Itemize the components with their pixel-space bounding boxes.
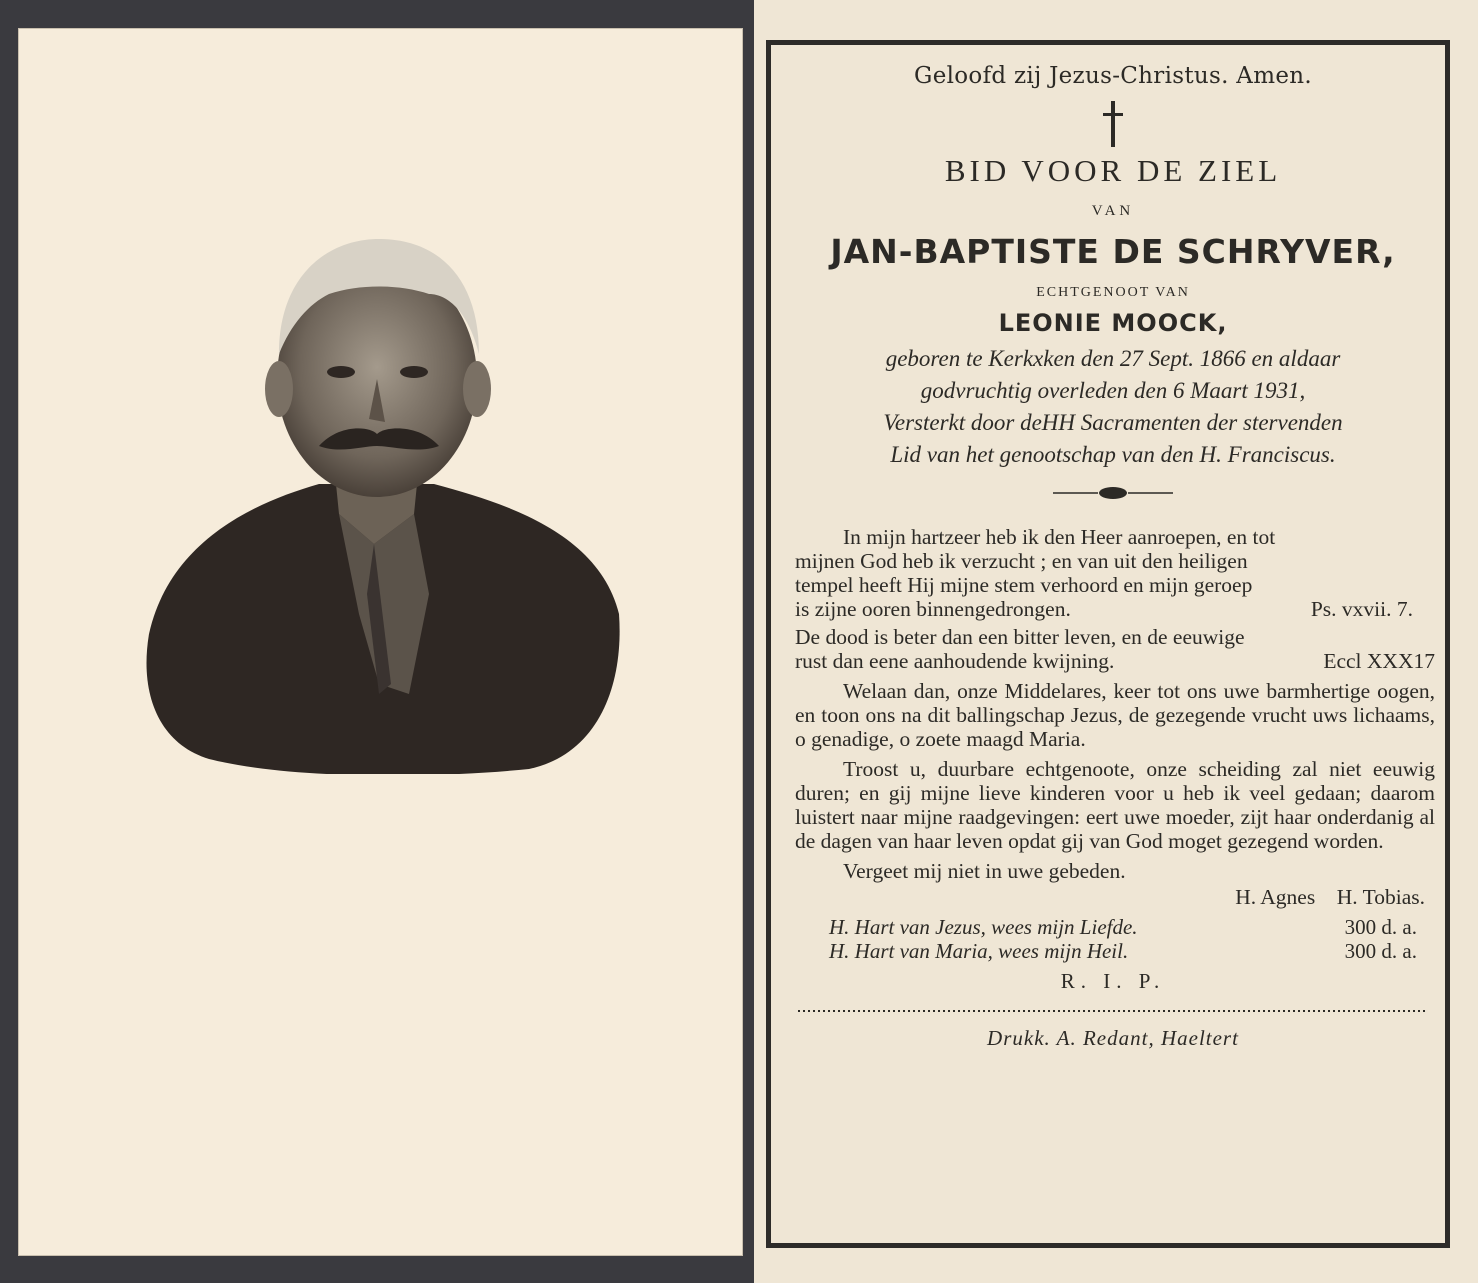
indulgence-row bbox=[829, 915, 1417, 939]
spouse-label: ECHTGENOOT VAN bbox=[1036, 285, 1190, 300]
life-details bbox=[789, 343, 1437, 471]
patron-saints: H. Agnes H. Tobias. bbox=[1235, 885, 1425, 909]
indulgence-row bbox=[829, 939, 1417, 963]
card-front-paper bbox=[18, 28, 743, 1256]
psalm-line-last bbox=[795, 597, 1435, 621]
psalm-reference: Ps. vxvii. 7. bbox=[1310, 597, 1413, 621]
spouse-name: LEONIE MOOCK, bbox=[998, 309, 1228, 337]
psalm-line: In mijn hartzeer heb ik den Heer aanroepen, en tot bbox=[843, 525, 1276, 549]
eccl-paragraph bbox=[795, 625, 1435, 673]
cross-icon bbox=[1093, 99, 1133, 149]
society-line: Lid van het genootschap van den H. Franciscus. bbox=[890, 442, 1336, 467]
indulgence-days: 300 d. a. bbox=[1344, 939, 1417, 963]
card-back-text bbox=[789, 55, 1437, 1051]
prayer-text bbox=[789, 525, 1437, 909]
death-line: godvruchtig overleden den 6 Maart 1931, bbox=[920, 378, 1306, 403]
dotted-divider bbox=[798, 1008, 1428, 1014]
indulgences bbox=[789, 915, 1437, 963]
psalm-line: tempel heeft Hij mijne stem verhoord en mijn geroep bbox=[795, 573, 1253, 597]
eccl-line-last bbox=[795, 649, 1435, 673]
indulgence-days: 300 d. a. bbox=[1344, 915, 1417, 939]
indulgence-text: H. Hart van Jezus, wees mijn Liefde. bbox=[829, 915, 1138, 939]
card-back-border bbox=[766, 40, 1450, 1248]
mediatrix-paragraph: Welaan dan, onze Middelares, keer tot ons uwe barmhertige oogen, en toon ons na dit ballingschap Jezus, de gezegende vrucht uws lichaams, o genadige, o zoete maagd Maria. bbox=[795, 679, 1435, 751]
psalm-paragraph bbox=[795, 525, 1435, 621]
title-van: VAN bbox=[1091, 203, 1135, 219]
eccl-reference: Eccl XXX17 bbox=[1323, 649, 1435, 673]
deceased-name: JAN-BAPTISTE DE SCHRYVER, bbox=[830, 232, 1396, 271]
title-bid: BID VOOR DE ZIEL bbox=[944, 153, 1282, 188]
sacraments-line: Versterkt door deHH Sacramenten der stervenden bbox=[883, 410, 1343, 435]
header-line: Geloofd zij Jezus-Christus. Amen. bbox=[914, 63, 1312, 89]
card-back bbox=[754, 0, 1478, 1283]
psalm-line: is zijne ooren binnengedrongen. bbox=[795, 597, 1071, 621]
farewell-paragraph: Troost u, duurbare echtgenoote, onze scheiding zal niet eeuwig duren; en gij mijne lieve kinderen voor u heb ik veel gedaan; daarom luistert naar mijne raadgevingen: eert uwe moeder, zijt haar onderdanig al de dagen van haar leven opdat gij van God moget gezegend worden. bbox=[795, 757, 1435, 853]
birth-line: geboren te Kerkxken den 27 Sept. 1866 en aldaar bbox=[885, 346, 1341, 371]
psalm-line: mijnen God heb ik verzucht ; en van uit den heiligen bbox=[795, 549, 1248, 573]
indulgence-text: H. Hart van Maria, wees mijn Heil. bbox=[829, 939, 1129, 963]
portrait-photo bbox=[129, 214, 624, 774]
rip: R. I. P. bbox=[1060, 969, 1166, 993]
eccl-line: rust dan eene aanhoudende kwijning. bbox=[795, 649, 1115, 673]
eccl-line: De dood is beter dan een bitter leven, en de eeuwige bbox=[795, 625, 1245, 649]
ornament-divider-icon bbox=[1053, 485, 1173, 501]
remember-paragraph: Vergeet mij niet in uwe gebeden. bbox=[843, 859, 1126, 883]
printer-credit: Drukk. A. Redant, Haeltert bbox=[987, 1026, 1239, 1050]
